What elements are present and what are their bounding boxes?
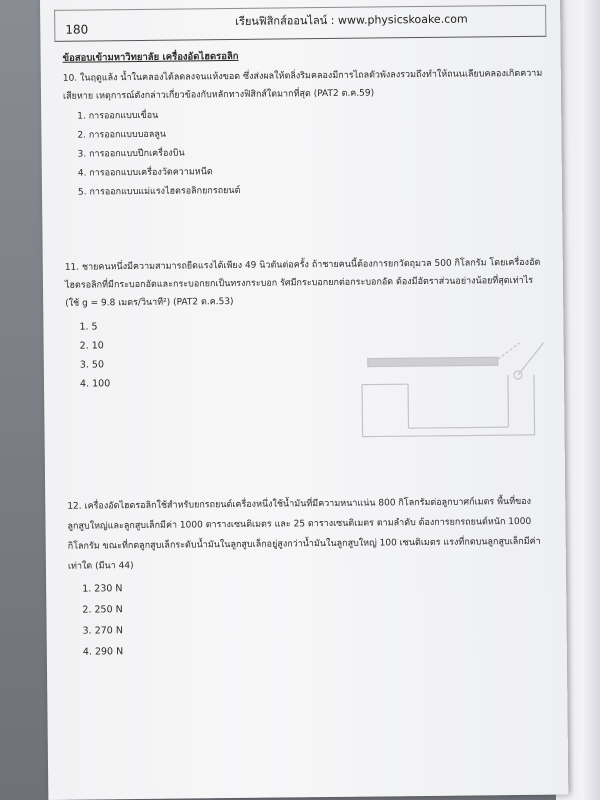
document-page [40,0,568,800]
option-item[interactable]: 2. 10 [79,340,104,352]
option-item[interactable]: 1. 5 [79,321,98,333]
hydraulic-press-diagram [348,335,549,447]
options-list [77,105,544,205]
option-item[interactable]: 2. การออกแบบบอลลูน [77,129,167,141]
option-item[interactable]: 5. การออกแบบแม่แรงไฮดรอลิกยกรถยนต์ [77,185,241,198]
page-number: 180 [65,22,89,37]
section-title: ข้อสอบเข้ามหาวิทยาลัย เครื่องอัดไฮดรอลิก [62,50,239,64]
option-item[interactable]: 1. การออกแบบเขื่อน [77,110,159,122]
option-item[interactable]: 3. 270 N [82,625,124,637]
question-text: 10. ในฤดูแล้ง น้ำในคลองได้ลดลงจนแห้งขอด ซึ่งส่งผลให้ตลิ่งริมคลองมีการไถลตัวพังลงรวมถึงทำให้ถนนเลียบคลองเกิดความเสียหาย เหตุการณ์ดังกล่าวเกี่ยวข้องกับหลักทางฟิสิกส์ใดมากที่สุด (PAT2 ต.ค.59) [62,68,543,102]
page-header [54,5,546,42]
lever-arm [518,343,544,375]
option-item[interactable]: 1. 230 N [82,583,123,595]
left-cylinder-wall [362,385,363,437]
question-12 [67,492,549,667]
option-item[interactable]: 4. การออกแบบเครื่องวัดความหนืด [77,167,213,179]
option-item[interactable]: 2. 250 N [82,604,123,616]
option-item[interactable]: 3. การออกแบบปีกเครื่องบิน [77,148,185,160]
option-item[interactable]: 3. 50 [79,359,105,371]
option-item[interactable]: 4. 100 [79,378,111,390]
question-text: 11. ชายคนหนึ่งมีความสามารถยืดแรงได้เพียง 49 นิวตันต่อครั้ง ถ้าชายคนนี้ต้องการยกวัตถุมวล 500 กิโลกรัม โดยเครื่องอัดไฮดรอลิกที่มีกระบอกอัดและกระบอกยกเป็นทรงกระบอก รัศมีกระบอกยกต่อกระบอกอัด ต้องมีอัตราส่วนอย่างน้อยที่สุดเท่าไร (ใช้ g = 9.8 เมตร/วินาที²) (PAT2 ต.ค.53) [64,257,541,309]
option-item[interactable]: 4. 290 N [82,646,124,658]
question-text: 12. เครื่องอัดไฮดรอลิกใช้สำหรับยกรถยนต์เครื่องหนึ่งใช้น้ำมันที่มีความหนาแน่น 800 กิโลกรัมต่อลูกบาศก์เมตร พื้นที่ของลูกสูบใหญ่และลูกสูบเล็กมีค่า 1000 ตารางเซนติเมตร และ 25 ตารางเซนติเมตร ตามลำดับ ต้องการยกรถยนต์หนัก 1000 กิโลกรัม ขณะที่กดลูกสูบเล็กระดับน้ำมันในลูกสูบเล็กอยู่สูงกว่าน้ำมันในลูกสูบใหญ่ 100 เซนติเมตร แรงที่กดบนลูกสูบเล็กมีค่าเท่าใด (มีนา 44) [67,496,541,572]
platform [368,357,498,366]
question-10 [63,65,544,205]
header-title: เรียนฟิสิกส์ออนไลน์ : www.physicskoake.com [235,12,468,28]
options-list [82,578,549,667]
